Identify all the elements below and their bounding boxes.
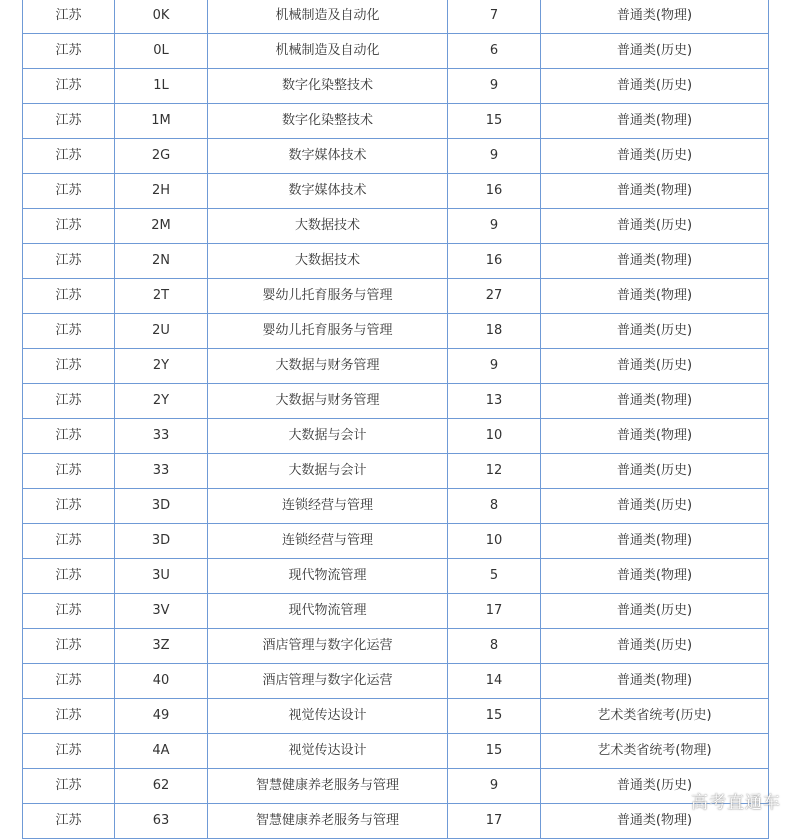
major-code-cell: 40 (115, 664, 208, 699)
plan-count-cell: 15 (448, 699, 541, 734)
plan-count-cell: 15 (448, 104, 541, 139)
province-cell: 江苏 (23, 279, 115, 314)
category-cell: 普通类(物理) (541, 419, 769, 454)
plan-count-cell: 6 (448, 34, 541, 69)
major-name-cell: 数字媒体技术 (208, 139, 448, 174)
major-code-cell: 2H (115, 174, 208, 209)
plan-count-cell: 16 (448, 174, 541, 209)
table-row (23, 104, 769, 139)
plan-count-cell: 9 (448, 69, 541, 104)
plan-count-cell: 7 (448, 0, 541, 34)
plan-count-cell: 27 (448, 279, 541, 314)
major-code-cell: 1M (115, 104, 208, 139)
plan-count-cell: 18 (448, 314, 541, 349)
plan-count-cell: 13 (448, 384, 541, 419)
table-row (23, 804, 769, 839)
plan-count-cell: 9 (448, 209, 541, 244)
major-name-cell: 机械制造及自动化 (208, 0, 448, 34)
province-cell: 江苏 (23, 559, 115, 594)
enrollment-plan-table (22, 0, 769, 839)
category-cell: 普通类(物理) (541, 174, 769, 209)
major-name-cell: 数字化染整技术 (208, 104, 448, 139)
plan-count-cell: 9 (448, 349, 541, 384)
category-cell: 普通类(物理) (541, 664, 769, 699)
plan-count-cell: 17 (448, 804, 541, 839)
table-row (23, 559, 769, 594)
province-cell: 江苏 (23, 699, 115, 734)
major-code-cell: 3D (115, 524, 208, 559)
major-name-cell: 视觉传达设计 (208, 734, 448, 769)
table-row (23, 209, 769, 244)
major-name-cell: 酒店管理与数字化运营 (208, 629, 448, 664)
category-cell: 普通类(历史) (541, 34, 769, 69)
major-name-cell: 数字化染整技术 (208, 69, 448, 104)
major-name-cell: 视觉传达设计 (208, 699, 448, 734)
table-row (23, 489, 769, 524)
major-code-cell: 3V (115, 594, 208, 629)
category-cell: 普通类(历史) (541, 594, 769, 629)
province-cell: 江苏 (23, 804, 115, 839)
major-code-cell: 3D (115, 489, 208, 524)
province-cell: 江苏 (23, 384, 115, 419)
table-row (23, 629, 769, 664)
province-cell: 江苏 (23, 174, 115, 209)
category-cell: 普通类(历史) (541, 769, 769, 804)
major-name-cell: 大数据与会计 (208, 419, 448, 454)
major-name-cell: 智慧健康养老服务与管理 (208, 804, 448, 839)
major-code-cell: 33 (115, 419, 208, 454)
table-row (23, 524, 769, 559)
table-row (23, 279, 769, 314)
province-cell: 江苏 (23, 0, 115, 34)
table-row (23, 419, 769, 454)
major-name-cell: 连锁经营与管理 (208, 524, 448, 559)
category-cell: 普通类(历史) (541, 314, 769, 349)
major-code-cell: 33 (115, 454, 208, 489)
plan-count-cell: 16 (448, 244, 541, 279)
table-row (23, 734, 769, 769)
major-name-cell: 连锁经营与管理 (208, 489, 448, 524)
province-cell: 江苏 (23, 104, 115, 139)
province-cell: 江苏 (23, 664, 115, 699)
table-row (23, 314, 769, 349)
major-name-cell: 大数据与财务管理 (208, 349, 448, 384)
table-row (23, 34, 769, 69)
plan-count-cell: 9 (448, 769, 541, 804)
category-cell: 普通类(历史) (541, 629, 769, 664)
category-cell: 普通类(物理) (541, 244, 769, 279)
major-name-cell: 大数据技术 (208, 209, 448, 244)
province-cell: 江苏 (23, 209, 115, 244)
province-cell: 江苏 (23, 244, 115, 279)
province-cell: 江苏 (23, 769, 115, 804)
category-cell: 普通类(物理) (541, 804, 769, 839)
table-row (23, 594, 769, 629)
plan-count-cell: 8 (448, 629, 541, 664)
category-cell: 普通类(历史) (541, 349, 769, 384)
table-body (23, 0, 769, 839)
plan-count-cell: 17 (448, 594, 541, 629)
major-name-cell: 数字媒体技术 (208, 174, 448, 209)
major-code-cell: 0L (115, 34, 208, 69)
major-name-cell: 婴幼儿托育服务与管理 (208, 279, 448, 314)
category-cell: 普通类(历史) (541, 139, 769, 174)
category-cell: 艺术类省统考(历史) (541, 699, 769, 734)
category-cell: 普通类(物理) (541, 279, 769, 314)
major-name-cell: 大数据与财务管理 (208, 384, 448, 419)
table-row (23, 244, 769, 279)
province-cell: 江苏 (23, 734, 115, 769)
major-code-cell: 49 (115, 699, 208, 734)
province-cell: 江苏 (23, 594, 115, 629)
major-code-cell: 2Y (115, 349, 208, 384)
province-cell: 江苏 (23, 524, 115, 559)
category-cell: 普通类(历史) (541, 489, 769, 524)
major-code-cell: 4A (115, 734, 208, 769)
plan-count-cell: 9 (448, 139, 541, 174)
category-cell: 普通类(物理) (541, 104, 769, 139)
province-cell: 江苏 (23, 314, 115, 349)
major-code-cell: 2U (115, 314, 208, 349)
major-code-cell: 1L (115, 69, 208, 104)
major-code-cell: 2N (115, 244, 208, 279)
major-name-cell: 现代物流管理 (208, 559, 448, 594)
plan-count-cell: 5 (448, 559, 541, 594)
plan-count-cell: 8 (448, 489, 541, 524)
major-name-cell: 酒店管理与数字化运营 (208, 664, 448, 699)
category-cell: 普通类(物理) (541, 524, 769, 559)
province-cell: 江苏 (23, 34, 115, 69)
province-cell: 江苏 (23, 489, 115, 524)
province-cell: 江苏 (23, 419, 115, 454)
table-row (23, 349, 769, 384)
table-row (23, 384, 769, 419)
major-name-cell: 现代物流管理 (208, 594, 448, 629)
major-name-cell: 大数据与会计 (208, 454, 448, 489)
table-row (23, 769, 769, 804)
major-code-cell: 2Y (115, 384, 208, 419)
major-name-cell: 智慧健康养老服务与管理 (208, 769, 448, 804)
province-cell: 江苏 (23, 349, 115, 384)
major-name-cell: 机械制造及自动化 (208, 34, 448, 69)
major-code-cell: 2M (115, 209, 208, 244)
province-cell: 江苏 (23, 69, 115, 104)
plan-count-cell: 14 (448, 664, 541, 699)
category-cell: 普通类(历史) (541, 454, 769, 489)
major-code-cell: 2T (115, 279, 208, 314)
major-name-cell: 大数据技术 (208, 244, 448, 279)
province-cell: 江苏 (23, 139, 115, 174)
province-cell: 江苏 (23, 454, 115, 489)
category-cell: 普通类(物理) (541, 0, 769, 34)
category-cell: 普通类(物理) (541, 384, 769, 419)
major-code-cell: 0K (115, 0, 208, 34)
table-row (23, 139, 769, 174)
major-code-cell: 3Z (115, 629, 208, 664)
category-cell: 普通类(物理) (541, 559, 769, 594)
table-row (23, 0, 769, 34)
table-row (23, 664, 769, 699)
major-code-cell: 3U (115, 559, 208, 594)
category-cell: 普通类(历史) (541, 209, 769, 244)
major-code-cell: 63 (115, 804, 208, 839)
table-row (23, 174, 769, 209)
major-code-cell: 2G (115, 139, 208, 174)
province-cell: 江苏 (23, 629, 115, 664)
category-cell: 艺术类省统考(物理) (541, 734, 769, 769)
watermark: 高考直通车 (691, 793, 781, 813)
major-name-cell: 婴幼儿托育服务与管理 (208, 314, 448, 349)
major-code-cell: 62 (115, 769, 208, 804)
plan-count-cell: 12 (448, 454, 541, 489)
category-cell: 普通类(历史) (541, 69, 769, 104)
plan-count-cell: 15 (448, 734, 541, 769)
table-row (23, 69, 769, 104)
plan-count-cell: 10 (448, 419, 541, 454)
table-row (23, 699, 769, 734)
plan-count-cell: 10 (448, 524, 541, 559)
table-row (23, 454, 769, 489)
